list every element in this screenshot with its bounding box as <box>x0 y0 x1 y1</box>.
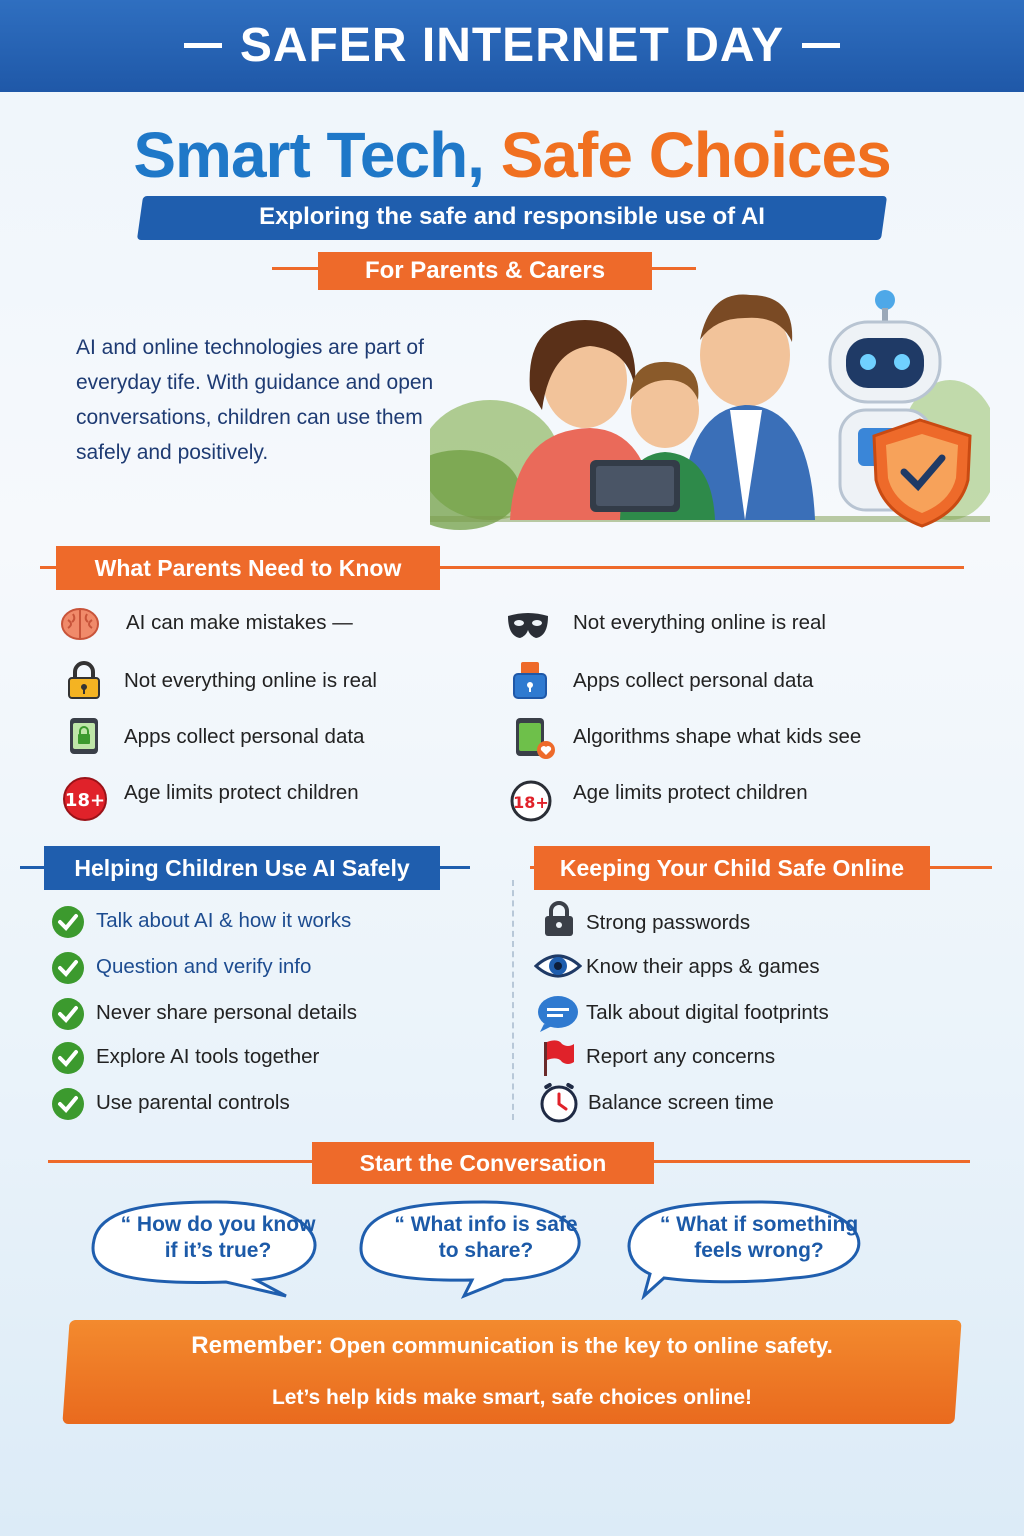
audience-line-left <box>272 267 320 270</box>
column-separator <box>512 880 514 1120</box>
banner-dash-right <box>802 43 840 48</box>
conversation-title: Start the Conversation <box>359 1150 607 1176</box>
bubble-3-line1: “ What if something <box>659 1213 859 1236</box>
helping-item-3: Never share personal details <box>96 1001 357 1024</box>
headline-part1: Smart Tech, <box>133 119 484 191</box>
phone-lock-icon <box>64 716 104 756</box>
age-18-icon <box>510 780 552 822</box>
svg-text:18+: 18+ <box>513 793 549 812</box>
helping-title: Helping Children Use AI Safely <box>74 855 410 881</box>
check-icon <box>50 904 86 940</box>
intro-text: AI and online technologies are part of everyday tife. With guidance and open conversations, children can use them safely and positively. <box>76 336 434 464</box>
bubble-3-text <box>640 1212 878 1264</box>
banner-title: SAFER INTERNET DAY <box>239 19 785 72</box>
keeping-title: Keeping Your Child Safe Online <box>559 855 905 881</box>
svg-text:18+: 18+ <box>64 790 106 811</box>
bubble-2-line1: “ What info is safe <box>394 1213 578 1236</box>
know-left-item-3: Apps collect personal data <box>124 725 365 748</box>
keeping-item-2: Know their apps & games <box>586 955 820 978</box>
bubble-1-line1: “ How do you know <box>120 1213 316 1236</box>
know-left-item-4: Age limits protect children <box>124 781 359 804</box>
chat-icon <box>536 994 580 1034</box>
phone-heart-icon <box>512 716 556 760</box>
padlock-icon <box>64 660 104 700</box>
remember-line <box>66 1332 958 1360</box>
mask-icon <box>506 606 550 646</box>
bubble-1-text <box>100 1212 336 1264</box>
remember-label: Remember: <box>191 1332 324 1359</box>
tagline: Let’s help kids make smart, safe choices online! <box>271 1386 753 1409</box>
age-18-icon <box>62 776 108 822</box>
bubble-2-text <box>368 1212 604 1264</box>
data-lock-icon <box>510 660 550 700</box>
keeping-item-3: Talk about digital footprints <box>586 1001 829 1024</box>
subtitle: Exploring the safe and responsible use of AI <box>259 203 765 230</box>
know-right-item-4: Age limits protect children <box>573 781 808 804</box>
check-icon <box>50 996 86 1032</box>
audience-label: For Parents & Carers <box>364 257 606 284</box>
check-icon <box>50 1040 86 1076</box>
remember-message: Open communication is the key to online safety. <box>329 1333 833 1358</box>
keeping-item-1: Strong passwords <box>586 911 751 934</box>
headline <box>0 118 1024 192</box>
headline-part2: Safe Choices <box>500 119 891 191</box>
family-robot-illustration <box>430 280 990 540</box>
banner-title-row <box>0 18 1024 73</box>
helping-item-1: Talk about AI & how it works <box>96 909 352 932</box>
check-icon <box>50 950 86 986</box>
banner-dash-left <box>184 43 222 48</box>
helping-item-4: Explore AI tools together <box>96 1045 320 1068</box>
know-left-item-2: Not everything online is real <box>124 669 377 692</box>
bubble-3-line2: feels wrong? <box>694 1239 824 1262</box>
bubble-1-line2: if it’s true? <box>164 1239 272 1262</box>
check-icon <box>50 1086 86 1122</box>
know-title: What Parents Need to Know <box>94 555 402 581</box>
helping-item-5: Use parental controls <box>96 1091 290 1114</box>
know-right-item-1: Not everything online is real <box>573 611 826 634</box>
know-right-item-2: Apps collect personal data <box>573 669 814 692</box>
know-left-item-1: AI can make mistakes — <box>126 611 353 634</box>
clock-icon <box>538 1082 580 1124</box>
brain-icon <box>60 604 100 644</box>
eye-icon <box>534 948 582 984</box>
helping-item-2: Question and verify info <box>96 955 312 978</box>
keeping-item-5: Balance screen time <box>588 1091 774 1114</box>
know-right-item-3: Algorithms shape what kids see <box>573 725 862 748</box>
bubble-2-line2: to share? <box>438 1239 534 1262</box>
flag-icon <box>540 1038 576 1078</box>
audience-line-right <box>650 267 696 270</box>
padlock-icon <box>542 900 576 938</box>
keeping-item-4: Report any concerns <box>586 1045 776 1068</box>
